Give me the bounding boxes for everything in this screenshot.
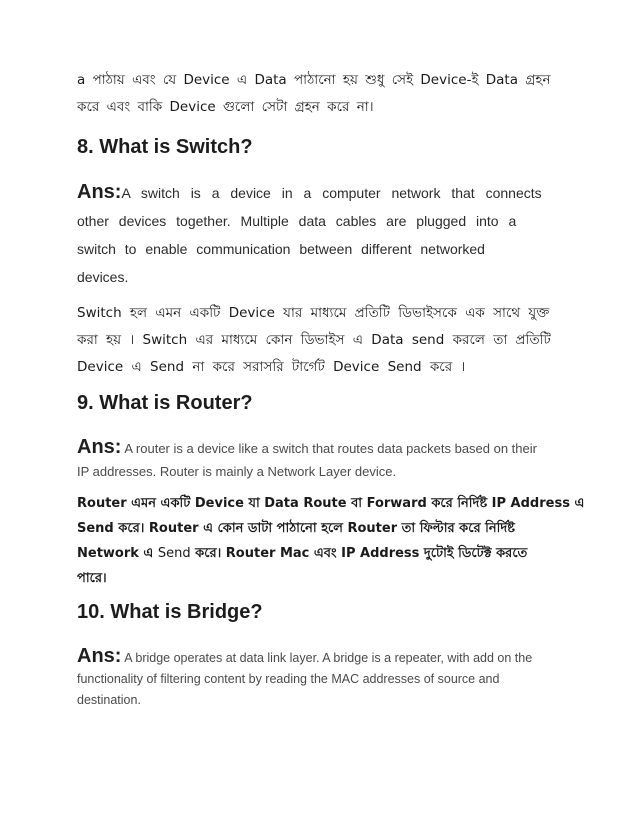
answer-label: Ans: [77, 181, 122, 203]
answer-label: Ans: [77, 436, 122, 458]
bengali-line: Send করে। Router এ কোন ডাটা পাঠানো হলে Router তা ফিল্টার করে নির্দিষ্ট [77, 521, 515, 536]
answer-line: other devices together. Multiple data cables are plugged into a [77, 213, 517, 229]
answer-line: devices. [77, 269, 129, 285]
bengali-line: Device এ Send না করে সরাসরি টার্গেট Device Send করে । [77, 359, 466, 375]
bengali-router-paragraph [77, 491, 585, 591]
bengali-line-part: Network এ [77, 546, 154, 561]
answer-line: A router is a device like a switch that routes data packets based on their [124, 441, 537, 456]
bengali-line-part: Send [157, 546, 191, 561]
answer-switch [77, 178, 563, 291]
answer-router [77, 436, 563, 483]
intro-line-1: a পাঠায় এবং যে Device এ Data পাঠানো হয় শুধু সেই Device-ই Data গ্রহন [77, 72, 551, 88]
answer-label: Ans: [77, 645, 122, 667]
intro-paragraph [77, 67, 563, 121]
bengali-line-part: করে। Router Mac এবং IP Address দুটোই ডিটেক্ট করতে [195, 546, 528, 561]
heading-switch: 8. What is Switch? [77, 136, 253, 158]
answer-line: functionality of filtering content by reading the MAC addresses of source and [77, 672, 500, 686]
intro-line-2: করে এবং বাকি Device গুলো সেটা গ্রহন করে না। [77, 99, 374, 115]
answer-line: destination. [77, 693, 141, 707]
answer-line: A switch is a device in a computer network that connects [121, 185, 542, 201]
answer-line: A bridge operates at data link layer. A bridge is a repeater, with add on the [124, 651, 533, 665]
bengali-line: Switch হল এমন একটি Device যার মাধ্যমে প্রতিটি ডিভাইসকে এক সাথে যুক্ত [77, 305, 550, 321]
bengali-switch-paragraph [77, 300, 563, 381]
bengali-line: Router এমন একটি Device যা Data Route বা Forward করে নির্দিষ্ট IP Address এ [77, 496, 585, 511]
heading-bridge: 10. What is Bridge? [77, 601, 263, 623]
heading-router: 9. What is Router? [77, 392, 253, 414]
bengali-line: পারে। [77, 571, 107, 586]
answer-bridge [77, 646, 563, 711]
bengali-line: করা হয় । Switch এর মাধ্যমে কোন ডিভাইস এ Data send করলে তা প্রতিটি [77, 332, 551, 348]
answer-line: switch to enable communication between different networked [77, 241, 485, 257]
answer-line: IP addresses. Router is mainly a Network Layer device. [77, 464, 397, 479]
